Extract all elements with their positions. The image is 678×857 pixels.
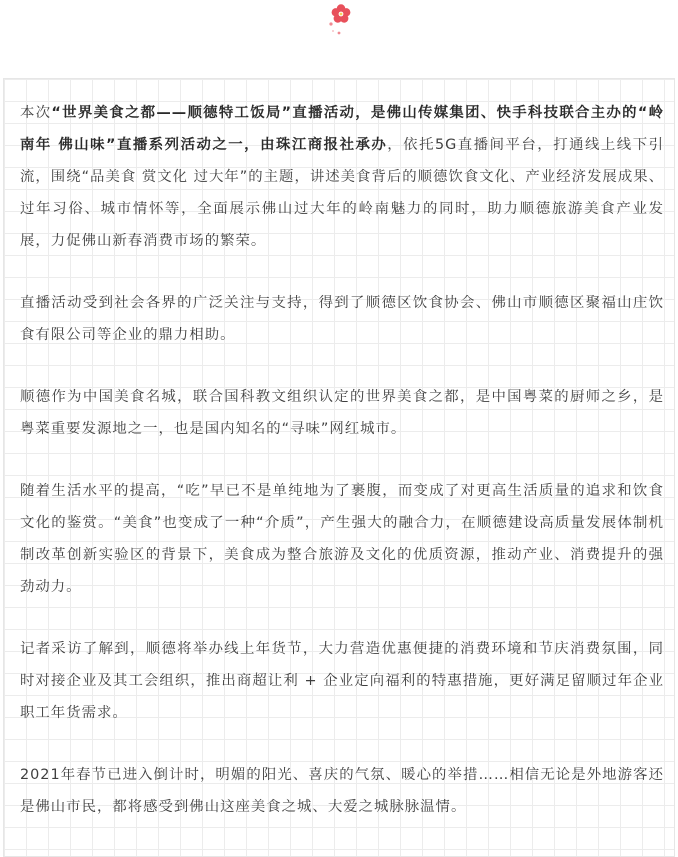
article-paragraph: [20, 759, 664, 823]
paragraph-text: ，依托5G直播间平台，打通线上线下引流，围绕“品美食 赏文化 过大年”的主题，讲述美食背后的顺德饮食文化、产业经济发展成果、过年习俗、城市情怀等，全面展示佛山过大年的岭南魅力的同时，助力顺德旅游美食产业发展，力促佛山新春消费市场的繁荣。: [20, 137, 664, 249]
paragraph-text: 直播活动受到社会各界的广泛关注与支持，得到了顺德区饮食协会、佛山市顺德区聚福山庄饮食有限公司等企业的鼎力相助。: [20, 295, 664, 343]
article-paragraph: [20, 381, 664, 445]
paragraph-text: 顺德作为中国美食名城，联合国科教文组织认定的世界美食之都，是中国粤菜的厨师之乡，是粤菜重要发源地之一，也是国内知名的“寻味”网红城市。: [20, 389, 664, 437]
bold-text: “世界美食之都——顺德特工饭局”直播活动，是佛山传媒集团、快手科技联合主办的“岭南年 佛山味”直播系列活动之一，由珠江商报社承办: [20, 105, 664, 153]
paragraph-text: 本次: [20, 105, 52, 121]
article-paragraph: [20, 475, 664, 603]
article-paragraph: [20, 287, 664, 351]
article-card: [3, 78, 675, 857]
article-paragraph: [20, 97, 664, 257]
plum-blossom-icon: [319, 0, 359, 40]
paragraph-text: 2021年春节已进入倒计时，明媚的阳光、喜庆的气氛、暖心的举措……相信无论是外地游客还是佛山市民，都将感受到佛山这座美食之城、大爱之城脉脉温情。: [20, 767, 664, 815]
article-paragraph: [20, 633, 664, 729]
paragraph-text: 记者采访了解到，顺德将举办线上年货节，大力营造优惠便捷的消费环境和节庆消费氛围，同时对接企业及其工会组织，推出商超让利 + 企业定向福利的特惠措施，更好满足留顺过年企业职工年货需求。: [20, 641, 664, 721]
article-body: [20, 97, 664, 853]
paragraph-text: 随着生活水平的提高，“吃”早已不是单纯地为了裹腹，而变成了对更高生活质量的追求和饮食文化的鉴赏。“美食”也变成了一种“介质”，产生强大的融合力，在顺德建设高质量发展体制机制改革创新实验区的背景下，美食成为整合旅游及文化的优质资源，推动产业、消费提升的强劲动力。: [20, 483, 664, 595]
